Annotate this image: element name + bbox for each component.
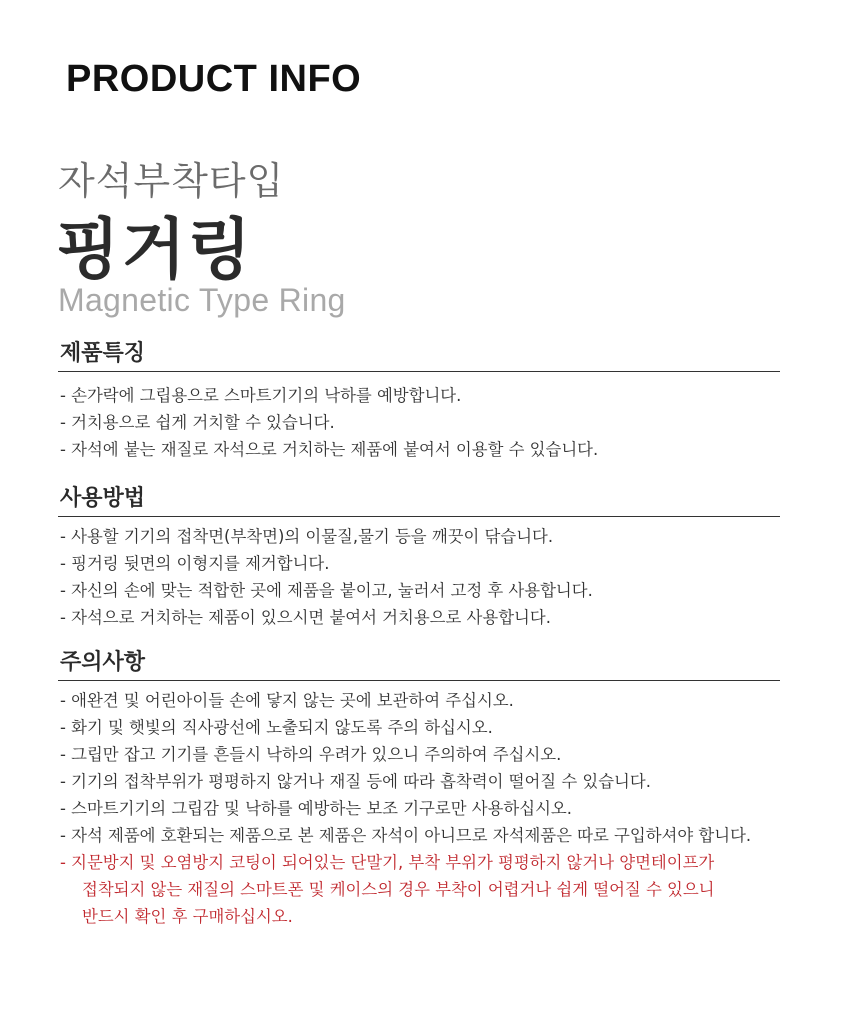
product-subtitle: 자석부착타입 [58, 159, 285, 203]
usage-section [58, 484, 780, 631]
list-item: - 스마트기기의 그립감 및 낙하를 예방하는 보조 기구로만 사용하십시오. [60, 799, 572, 818]
product-title: 핑거링 [56, 211, 254, 288]
list-item: - 기기의 접착부위가 평평하지 않거나 재질 등에 따라 흡착력이 떨어질 수 있습니다. [60, 772, 651, 791]
list-item: - 자석 제품에 호환되는 제품으로 본 제품은 자석이 아니므로 자석제품은 따로 구입하셔야 합니다. [60, 826, 752, 845]
warning-line: - 지문방지 및 오염방지 코팅이 되어있는 단말기, 부착 부위가 평평하지 않거나 양면테이프가 [60, 853, 715, 872]
warning-line: 접착되지 않는 재질의 스마트폰 및 케이스의 경우 부착이 어렵거나 쉽게 떨어질 수 있으니 [82, 880, 715, 899]
section-heading: 제품특징 [60, 341, 146, 366]
product-info-label: PRODUCT INFO [66, 58, 362, 100]
list-item: - 거치용으로 쉽게 거치할 수 있습니다. [60, 413, 335, 432]
section-divider [58, 680, 780, 681]
section-heading: 주의사항 [60, 650, 146, 675]
product-english-name: Magnetic Type Ring [58, 282, 346, 318]
features-section [58, 339, 780, 463]
section-divider [58, 516, 780, 517]
features-list [58, 382, 780, 463]
warning-item [58, 849, 780, 930]
cautions-list [58, 687, 780, 930]
list-item: - 손가락에 그립용으로 스마트기기의 낙하를 예방합니다. [60, 386, 462, 405]
cautions-section [58, 648, 780, 930]
section-divider [58, 371, 780, 372]
list-item: - 애완견 및 어린아이들 손에 닿지 않는 곳에 보관하여 주십시오. [60, 691, 514, 710]
warning-line: 반드시 확인 후 구매하십시오. [82, 907, 293, 926]
list-item: - 핑거링 뒷면의 이형지를 제거합니다. [60, 554, 330, 573]
list-item: - 사용할 기기의 접착면(부착면)의 이물질,물기 등을 깨끗이 닦습니다. [60, 527, 554, 546]
section-heading: 사용방법 [60, 486, 146, 511]
list-item: - 그립만 잡고 기기를 흔들시 낙하의 우려가 있으니 주의하여 주십시오. [60, 745, 562, 764]
list-item: - 자석에 붙는 재질로 자석으로 거치하는 제품에 붙여서 이용할 수 있습니다. [60, 440, 599, 459]
list-item: - 자석으로 거치하는 제품이 있으시면 붙여서 거치용으로 사용합니다. [60, 608, 551, 627]
usage-list [58, 523, 780, 631]
list-item: - 화기 및 햇빛의 직사광선에 노출되지 않도록 주의 하십시오. [60, 718, 493, 737]
list-item: - 자신의 손에 맞는 적합한 곳에 제품을 붙이고, 눌러서 고정 후 사용합니다. [60, 581, 593, 600]
